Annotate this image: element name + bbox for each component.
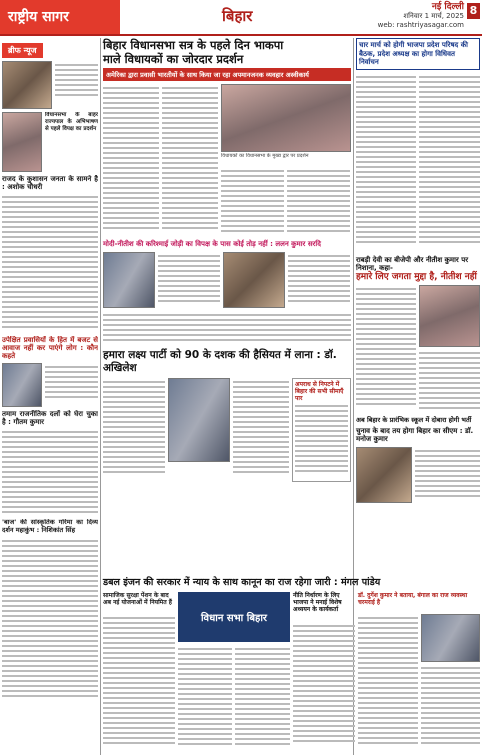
- photo1-caption: [55, 61, 98, 109]
- news-photo-2: [2, 112, 42, 172]
- left-body-1: [2, 193, 98, 333]
- school-headline: अब बिहार के प्रारंभिक स्कूल में दोबारा होगी भर्ती: [356, 415, 472, 424]
- lead-headline-line-1: बिहार विधानसभा सत्र के पहले दिन भाकपा: [103, 38, 284, 52]
- bottom-mid-body-2: [235, 645, 290, 753]
- lead-body-col-2: [162, 84, 218, 236]
- lead-photo-caption: विधायकों का विधानसभा के मुख्य द्वार पर प्रदर्शन: [221, 153, 309, 159]
- sidebar-box-body: [295, 402, 348, 482]
- assembly-logo: विधान सभा बिहार: [178, 592, 290, 642]
- akhilesh-body-1: [103, 378, 165, 482]
- bottom-mid-body-3: [293, 622, 355, 754]
- left-headline-1: राजद के कुशासन जनता के सामने है : अशोक चौधरी: [2, 175, 98, 191]
- right-body-1: [356, 73, 416, 253]
- lead-photo: [221, 84, 351, 152]
- cm-headline: चुनाव के बाद तय होगा बिहार का सीएम : डॉ. मनोज कुमार: [356, 426, 474, 443]
- rabri-subheadline: हमारे लिए जगता मुद्दा है, नीतीश नहीं: [356, 271, 477, 282]
- news-photo-3: [2, 363, 42, 407]
- mid-body-2: [288, 252, 350, 308]
- left-headline-3: तमाम राजनीतिक दलों को घेरा चुका है : गौतम कुमार: [2, 410, 98, 426]
- lead-subhead: अमेरिका द्वारा प्रवासी भारतीयों के साथ किया जा रहा अपमानजनक व्यवहार अस्वीकार्य: [103, 68, 351, 81]
- rabri-body-2: [419, 349, 480, 413]
- rabri-body: [356, 285, 416, 413]
- rabri-photo: [419, 285, 480, 347]
- masthead-rule: [0, 34, 482, 36]
- lead-body-col-1: [103, 84, 159, 236]
- bottom-right-body-2: [421, 664, 480, 754]
- website: web: rashtriyasagar.com: [377, 21, 464, 29]
- mid-body-3: [103, 311, 351, 345]
- mid-photo-1: [103, 252, 155, 308]
- brief-news-label: ब्रीफ न्यूज: [2, 43, 43, 58]
- bottom-left-headline: सामाजिक सुरक्षा पेंशन के बाद अब नई योजनाओं में नियमित हैं: [103, 592, 172, 606]
- lead-headline-line-2: माले विधायकों का जोरदार प्रदर्शन: [103, 52, 244, 66]
- bottom-right-photo: [421, 614, 480, 662]
- mid-photo-2: [223, 252, 285, 308]
- bottom-right-body-1: [358, 614, 418, 754]
- left-headline-2: उपेक्षित प्रवासियों के हित में बजट से आवाज नहीं कर पाएंगे लोग : कौन कहते: [2, 336, 98, 360]
- rabri-headline: राबड़ी देवी का बीजेपी और नीतीश कुमार पर निशाना, कहा-: [356, 255, 469, 272]
- sidebar-box-headline: अपराध से निपटने में बिहार की सभी सीमाएँ पार: [295, 380, 344, 402]
- paper-name: राष्ट्रीय सागर: [0, 0, 120, 34]
- date-line: शनिवार 1 मार्च, 2025: [403, 12, 464, 20]
- bottom-mid-body-1: [178, 645, 232, 753]
- bottom-headline: डबल इंजन की सरकार में न्याय के साथ कानून का राज रहेगा जारी : मंगल पांडेय: [103, 577, 381, 588]
- right-column: [356, 38, 480, 503]
- bottom-right-headline: डॉ. दुर्गेश कुमार ने बताया, बंगाल का राज व्यवस्था चरमराई है: [358, 592, 468, 606]
- city: नई दिल्ली: [431, 2, 464, 12]
- right-top-headline: चार मार्च को होगी भाजपा प्रदेश परिषद की बैठक, प्रदेश अध्यक्ष का होगा विधिवत निर्वाचन: [356, 38, 480, 70]
- bottom-story: [103, 577, 480, 754]
- lead-body-col-3: [221, 167, 284, 235]
- lead-body-col-4: [287, 167, 350, 235]
- mid-pink-headline: मोदी-नीतीश की करिश्माई जोड़ी का विपक्ष के पास कोई तोड़ नहीं : ललन कुमार सरदि: [103, 240, 321, 248]
- column-divider: [100, 38, 101, 755]
- sidebar-box: [292, 378, 351, 482]
- akhilesh-photo: [168, 378, 230, 462]
- left-body-4: [2, 537, 98, 707]
- bottom-mid-headline: नीति निर्धारण के लिए भाजपा ने मनाई विशेष अध्ययन के कार्यकर्ता: [293, 592, 342, 613]
- akhilesh-headline: हमारा लक्ष्य पार्टी को 90 के दशक की हैसियत में लाना : डॉ. अखिलेश: [103, 348, 337, 374]
- section-title: बिहार: [222, 7, 253, 25]
- edition-info: [378, 3, 464, 30]
- akhilesh-body-2: [233, 378, 289, 482]
- left-headline-4: 'बाज' की सांस्कृतिक गरिमा का दिव्य दर्शन महाकुंभ : निशिकांत सिंह: [2, 519, 98, 534]
- right-body-2: [419, 73, 480, 253]
- masthead: [0, 0, 482, 34]
- cm-body: [415, 447, 480, 503]
- lead-story: [103, 38, 351, 482]
- bottom-left-body: [103, 614, 175, 754]
- mid-body-1: [158, 252, 220, 308]
- left-body-3: [2, 428, 98, 516]
- left-body-2: [45, 363, 98, 407]
- news-photo-1: [2, 61, 52, 109]
- cm-photo: [356, 447, 412, 503]
- page-number: 8: [467, 3, 480, 19]
- photo2-caption: विधानसभा के बाहर राज्यपाल के अभिभाषण से पहले विपक्ष का प्रदर्शन: [45, 112, 98, 132]
- left-column: [2, 38, 98, 707]
